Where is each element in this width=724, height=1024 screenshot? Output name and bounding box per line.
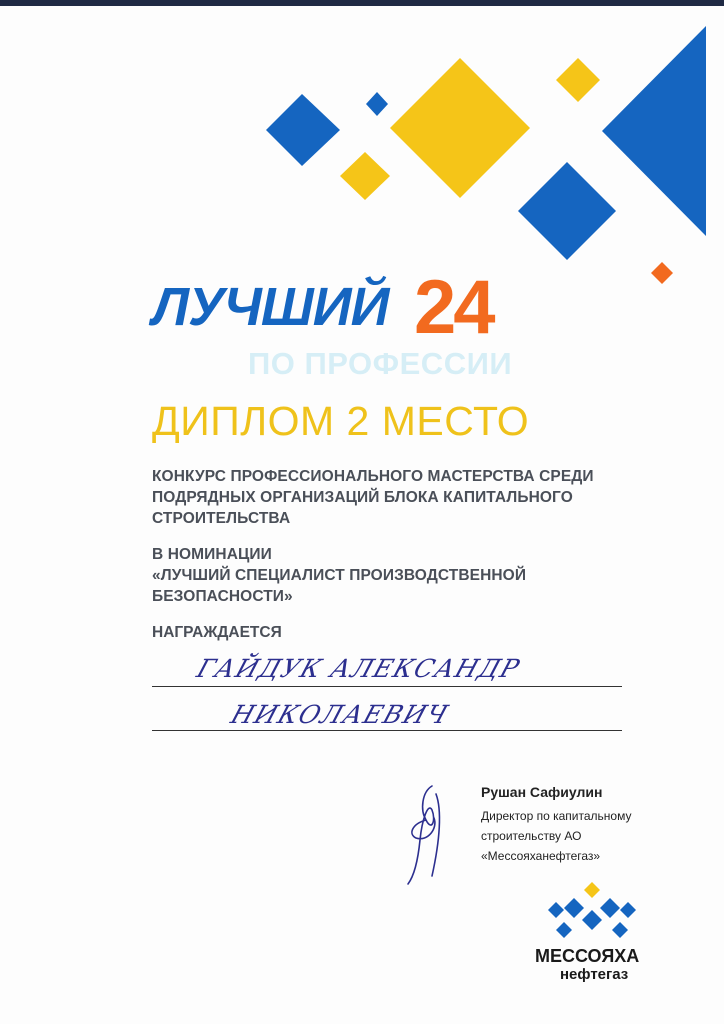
diploma-title: ДИПЛОМ 2 МЕСТО	[152, 398, 530, 444]
company-logo-name: МЕССОЯХА	[535, 946, 640, 966]
company-logo-subname: нефтегаз	[560, 966, 629, 983]
blue-diamond-bottom	[518, 162, 616, 260]
recipient-patronymic: НИКОЛАЕВИЧ	[227, 700, 453, 729]
awarded-label: НАГРАЖДАЕТСЯ	[152, 624, 282, 641]
handwritten-signature	[392, 780, 472, 890]
brand-logo	[152, 265, 572, 386]
decorative-diamonds	[0, 0, 724, 300]
blue-diamond-small	[366, 92, 388, 116]
recipient-underline-1	[152, 686, 622, 687]
nomination-label: В НОМИНАЦИИ	[152, 546, 272, 563]
blue-triangle-right	[602, 26, 706, 236]
contest-description: КОНКУРС ПРОФЕССИОНАЛЬНОГО МАСТЕРСТВА СРЕДИ ПОДРЯДНЫХ ОРГАНИЗАЦИЙ БЛОКА КАПИТАЛЬНОГО СТРОИТЕЛЬСТВА	[152, 468, 594, 527]
recipient-underline-2	[152, 730, 622, 731]
nomination-block	[152, 544, 612, 607]
recipient-name: ГАЙДУК АЛЕКСАНДР	[193, 654, 525, 683]
brand-year: 24	[414, 265, 493, 350]
brand-name: ЛУЧШИЙ	[152, 277, 389, 337]
yellow-diamond-large	[390, 58, 530, 198]
brand-subtitle: ПО ПРОФЕССИИ	[248, 346, 513, 381]
yellow-diamond-top-right	[556, 58, 600, 102]
blue-diamond-left	[266, 94, 340, 166]
orange-diamond	[651, 262, 673, 284]
yellow-diamond-small	[340, 152, 390, 200]
signer-name: Рушан Сафиулин	[481, 784, 603, 800]
nomination-title: «ЛУЧШИЙ СПЕЦИАЛИСТ ПРОИЗВОДСТВЕННОЙ БЕЗОПАСНОСТИ»	[152, 567, 527, 605]
signer-role: Директор по капитальному строительству АО «Мессояханефтегаз»	[481, 809, 632, 863]
